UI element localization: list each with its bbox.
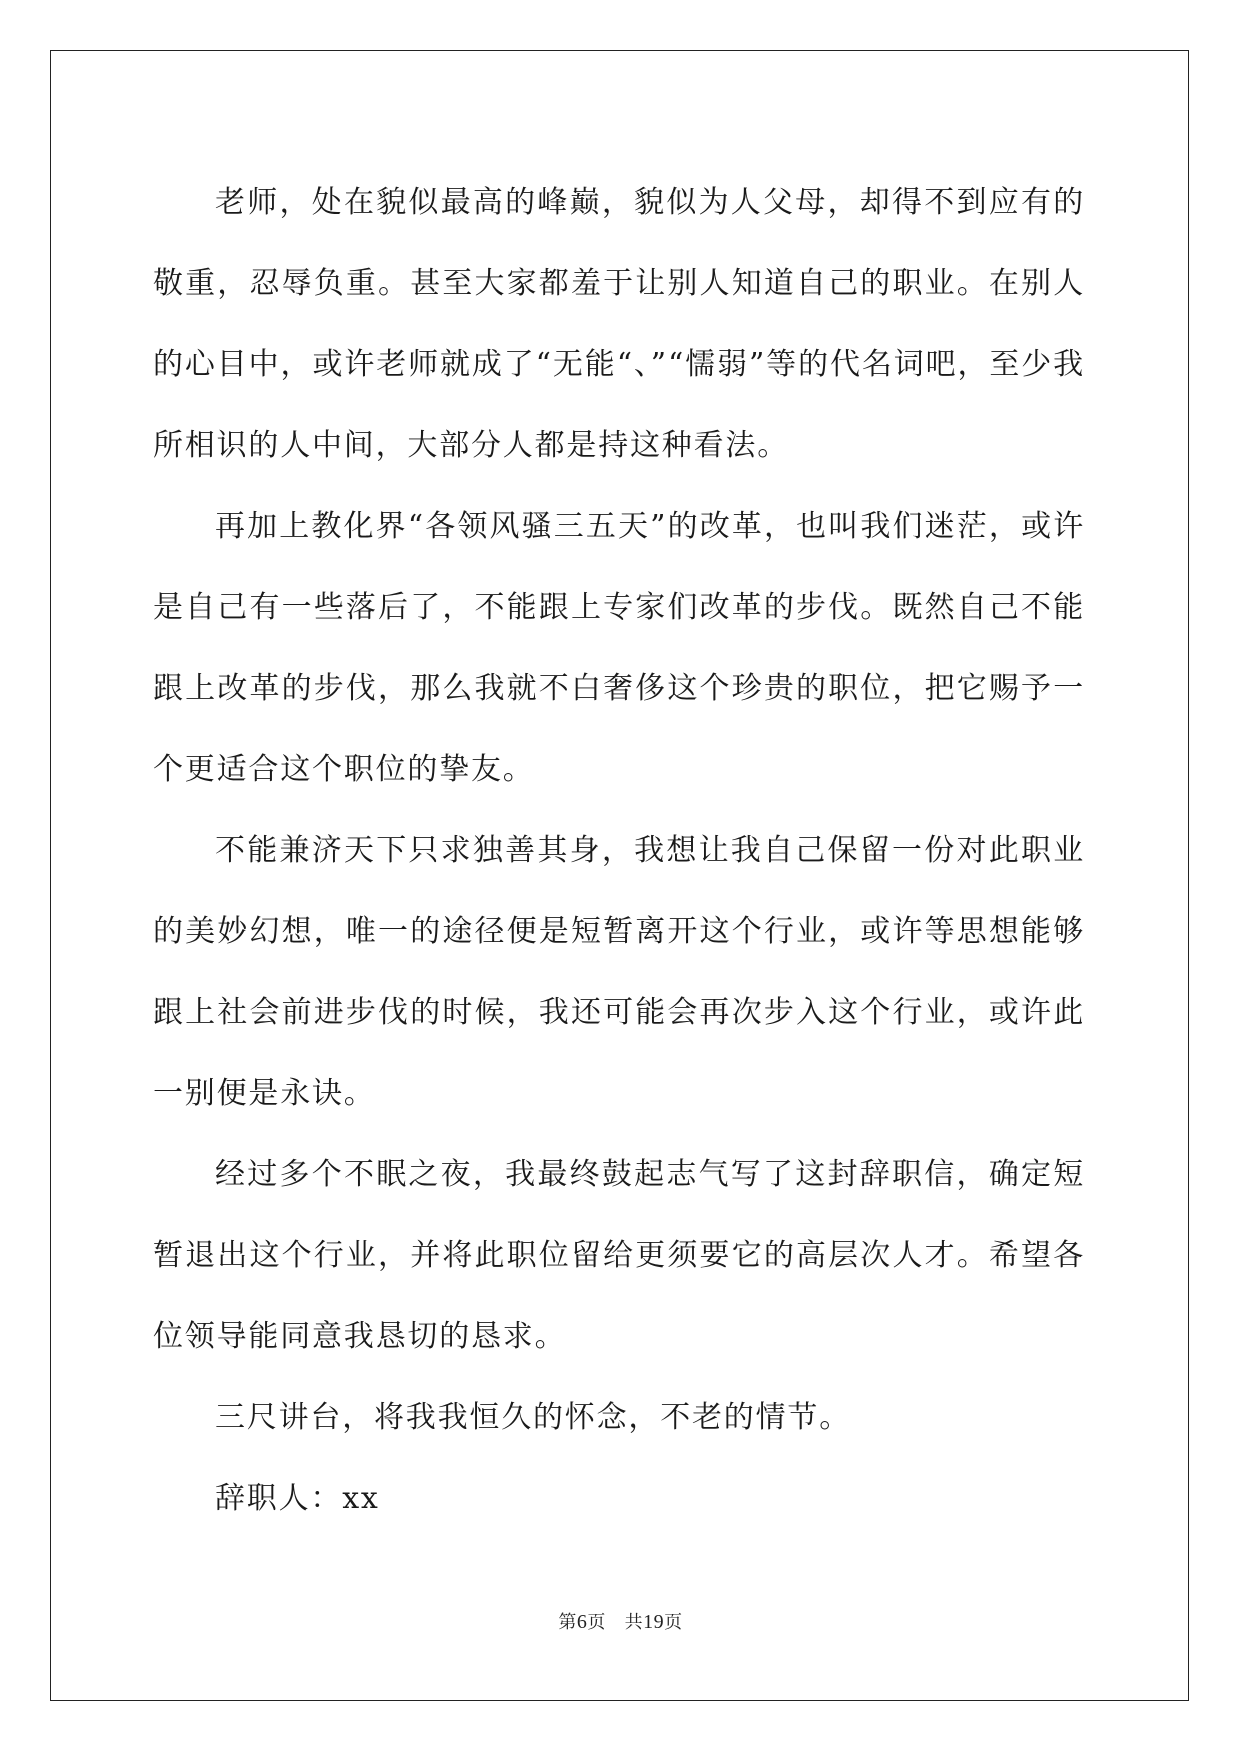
footer-page-prefix: 第 (558, 1612, 577, 1633)
signature-line: 辞职人：xx (215, 1481, 380, 1516)
paragraph-5: 三尺讲台，将我我恒久的怀念，不老的情节。 (215, 1400, 851, 1435)
footer-total-pages: 19 (643, 1611, 665, 1633)
document-body (153, 162, 1085, 1539)
paragraph-4: 经过多个不眠之夜，我最终鼓起志气写了这封辞职信，确定短暂退出这个行业，并将此职位留给更须要它的高层次人才。希望各位领导能同意我恳切的恳求。 (153, 1157, 1085, 1354)
paragraph-2: 再加上教化界“各领风骚三五天”的改革，也叫我们迷茫，或许是自己有一些落后了，不能跟上专家们改革的步伐。既然自己不能跟上改革的步伐，那么我就不白奢侈这个珍贵的职位，把它赐予一个更适合这个职位的挚友。 (153, 509, 1085, 787)
page-footer (0, 1608, 1241, 1634)
paragraph-3: 不能兼济天下只求独善其身，我想让我自己保留一份对此职业的美妙幻想，唯一的途径便是短暂离开这个行业，或许等思想能够跟上社会前进步伐的时候，我还可能会再次步入这个行业，或许此一别便是永诀。 (153, 833, 1085, 1111)
footer-page-suffix: 页 (587, 1612, 606, 1633)
footer-page-number: 6 (576, 1611, 588, 1633)
paragraph-1: 老师，处在貌似最高的峰巅，貌似为人父母，却得不到应有的敬重，忍辱负重。甚至大家都羞于让别人知道自己的职业。在别人的心目中，或许老师就成了“无能“、”“懦弱”等的代名词吧，至少我所相识的人中间，大部分人都是持这种看法。 (153, 185, 1085, 463)
footer-total-prefix: 共 (624, 1612, 644, 1633)
footer-total-suffix: 页 (664, 1612, 683, 1633)
